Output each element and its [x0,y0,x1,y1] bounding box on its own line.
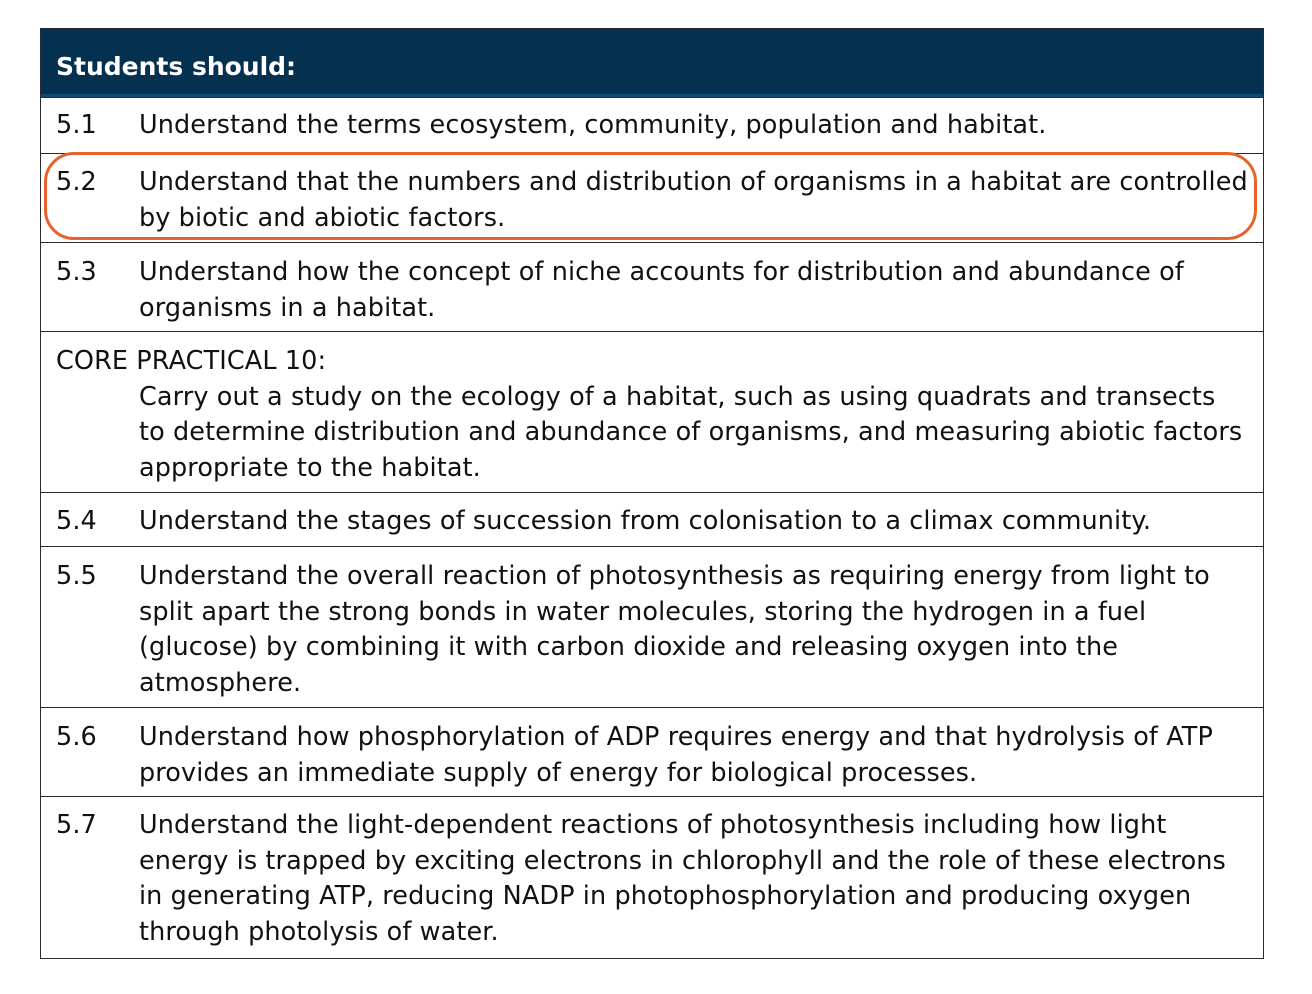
specification-table [40,28,1264,959]
spec-row-5-1 [41,97,1263,153]
table-header [41,29,1263,97]
spec-row-5-2 [41,153,1263,242]
spec-number: 5.6 [56,722,97,752]
spec-number: 5.1 [56,110,97,140]
spec-text: Understand how the concept of niche accounts for distribution and abundance of organisms in a habitat. [139,257,1184,323]
core-practical-text: Carry out a study on the ecology of a habitat, such as using quadrats and transects to determine distribution and abundance of organisms, and measuring abiotic factors appropriate to the habitat. [139,381,1243,483]
spec-row-5-4 [41,492,1263,546]
spec-row-5-3 [41,242,1263,331]
spec-text: Understand the overall reaction of photosynthesis as requiring energy from light to split apart the strong bonds in water molecules, storing the hydrogen in a fuel (glucose) by combining it with carbon dioxide and releasing oxygen into the atmosphere. [139,561,1210,698]
header-title: Students should: [56,52,297,81]
spec-number: 5.2 [56,167,97,197]
spec-text: Understand the terms ecosystem, community, population and habitat. [139,110,1047,140]
spec-row-5-7 [41,796,1263,958]
spec-number: 5.3 [56,257,97,287]
spec-number: 5.4 [56,506,97,536]
spec-text: Understand the light-dependent reactions of photosynthesis including how light energy is trapped by exciting electrons in chlorophyll and the role of these electrons in generating ATP, reducing NADP in photophosphorylation and producing oxygen through photolysis of water. [139,810,1226,947]
spec-text: Understand the stages of succession from colonisation to a climax community. [139,506,1152,536]
spec-number: 5.7 [56,810,97,840]
spec-text: Understand how phosphorylation of ADP requires energy and that hydrolysis of ATP provides an immediate supply of energy for biological processes. [139,722,1213,788]
core-practical-row [41,331,1263,492]
spec-row-5-5 [41,546,1263,707]
spec-number: 5.5 [56,561,97,591]
spec-text: Understand that the numbers and distribution of organisms in a habitat are controlled by biotic and abiotic factors. [139,167,1248,233]
core-practical-title: CORE PRACTICAL 10: [56,346,327,376]
spec-row-5-6 [41,707,1263,796]
